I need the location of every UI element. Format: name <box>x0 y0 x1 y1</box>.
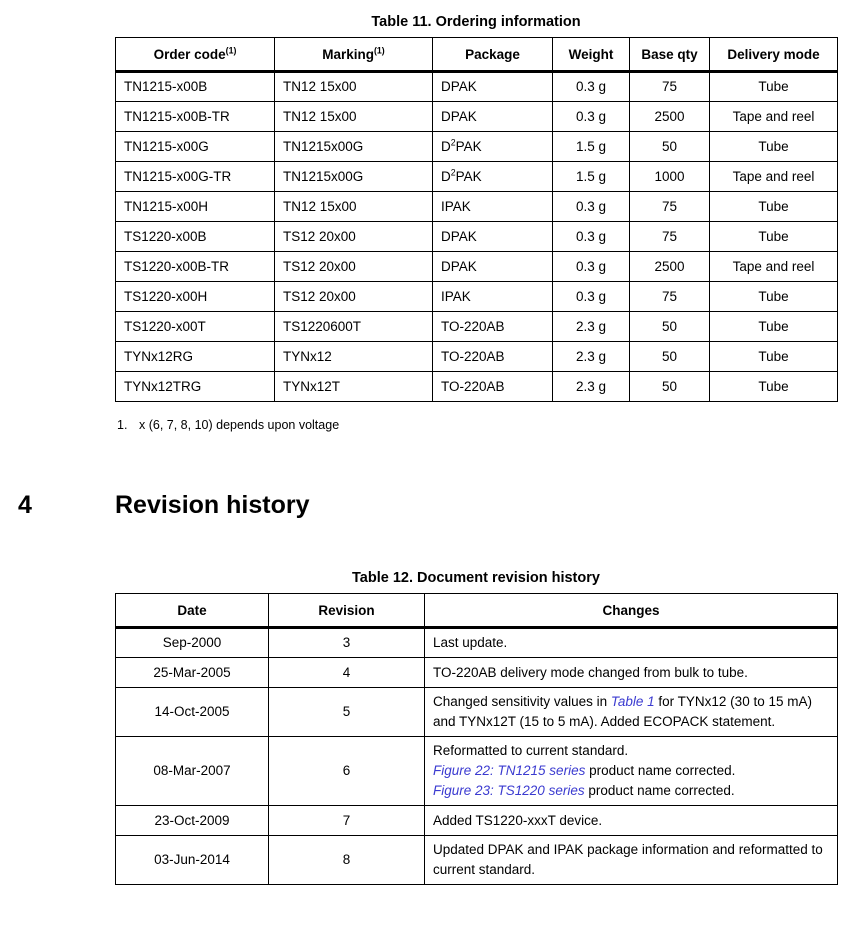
table-cell: Tube <box>710 342 838 372</box>
table-row <box>116 282 838 312</box>
column-header: Date <box>116 594 269 628</box>
table-cell: 2.3 g <box>553 342 630 372</box>
table-cell: TS12 20x00 <box>275 252 433 282</box>
table-cell: TO-220AB <box>433 312 553 342</box>
column-header: Package <box>433 38 553 72</box>
changes-paragraph: Figure 23: TS1220 series product name corrected. <box>433 783 735 798</box>
table-cell: 0.3 g <box>553 222 630 252</box>
table-cell: TN1215-x00H <box>116 192 275 222</box>
table11-title: Table 11. Ordering information <box>371 14 581 30</box>
table-cell: 1.5 g <box>553 162 630 192</box>
table-row <box>116 836 838 885</box>
table-cell: DPAK <box>433 252 553 282</box>
table-cell: TS1220600T <box>275 312 433 342</box>
table-cell: 2500 <box>630 102 710 132</box>
table-cell: Tube <box>710 72 838 102</box>
section-title: Revision history <box>115 491 310 519</box>
table-cell: TN1215x00G <box>275 162 433 192</box>
table-row <box>116 342 838 372</box>
table-cell: Tape and reel <box>710 102 838 132</box>
table-cell: TS12 20x00 <box>275 222 433 252</box>
table11-footnote <box>117 418 339 432</box>
table-cell: $D^2PAK$ <box>433 162 553 192</box>
table-cell: TN1215x00G <box>275 132 433 162</box>
table-cell: 0.3 g <box>553 192 630 222</box>
superscript-note: (1) <box>374 45 385 55</box>
table-cell: 0.3 g <box>553 72 630 102</box>
table-cell: 1.5 g <box>553 132 630 162</box>
table-row <box>116 737 838 806</box>
table-row <box>116 658 838 688</box>
table-cell: 0.3 g <box>553 252 630 282</box>
revision-changes-cell <box>425 688 838 737</box>
table-cell: 75 <box>630 192 710 222</box>
section-number: 4 <box>18 491 32 519</box>
revision-changes-cell <box>425 806 838 836</box>
table-cell: 50 <box>630 132 710 162</box>
table-row <box>116 312 838 342</box>
table-cell: Tube <box>710 192 838 222</box>
table-cell: IPAK <box>433 192 553 222</box>
table-cell: TYNx12RG <box>116 342 275 372</box>
column-header: Weight <box>553 38 630 72</box>
table-cell: 2.3 g <box>553 372 630 402</box>
column-header: Base qty <box>630 38 710 72</box>
column-header: Revision <box>269 594 425 628</box>
table-cell: IPAK <box>433 282 553 312</box>
revision-history-table <box>115 593 838 885</box>
table-cell: TS1220-x00H <box>116 282 275 312</box>
revision-changes-cell <box>425 658 838 688</box>
revision-number-cell: 3 <box>269 628 425 658</box>
table-cell: TN1215-x00B <box>116 72 275 102</box>
revision-date-cell: Sep-2000 <box>116 628 269 658</box>
table-cell: Tube <box>710 132 838 162</box>
table-cell: Tube <box>710 222 838 252</box>
cross-reference-link[interactable]: Figure 22: TN1215 series <box>433 763 586 778</box>
table-row <box>116 372 838 402</box>
table-cell: Tube <box>710 372 838 402</box>
changes-paragraph: Figure 22: TN1215 series product name corrected. <box>433 763 736 778</box>
revision-changes-cell <box>425 737 838 806</box>
table-cell: DPAK <box>433 102 553 132</box>
table-cell: 2.3 g <box>553 312 630 342</box>
table-cell: Tube <box>710 312 838 342</box>
revision-date-cell: 08-Mar-2007 <box>116 737 269 806</box>
table-cell: TYNx12 <box>275 342 433 372</box>
table-header-row <box>116 594 838 628</box>
changes-paragraph: Updated DPAK and IPAK package information and reformatted to current standard. <box>433 842 823 877</box>
table-cell: TS1220-x00T <box>116 312 275 342</box>
table-cell: Tape and reel <box>710 252 838 282</box>
table-cell: 0.3 g <box>553 282 630 312</box>
table-row <box>116 192 838 222</box>
revision-changes-cell <box>425 628 838 658</box>
footnote-marker: 1. <box>117 418 128 432</box>
table-cell: TO-220AB <box>433 372 553 402</box>
table-cell: TN1215-x00G-TR <box>116 162 275 192</box>
column-header: Delivery mode <box>710 38 838 72</box>
superscript-note: 2 <box>450 137 456 147</box>
superscript-note: 2 <box>450 167 456 177</box>
table-cell: 2500 <box>630 252 710 282</box>
cross-reference-link[interactable]: Table 1 <box>610 694 655 709</box>
column-header: Order code$^{(1)}$ <box>116 38 275 72</box>
table-row <box>116 252 838 282</box>
table-cell: DPAK <box>433 72 553 102</box>
revision-number-cell: 8 <box>269 836 425 885</box>
table-row <box>116 72 838 102</box>
table-cell: 1000 <box>630 162 710 192</box>
changes-paragraph: Reformatted to current standard. <box>433 743 629 758</box>
table-cell: Tube <box>710 282 838 312</box>
table-cell: Tape and reel <box>710 162 838 192</box>
revision-changes-cell <box>425 836 838 885</box>
table-cell: TS1220-x00B-TR <box>116 252 275 282</box>
table-cell: TYNx12T <box>275 372 433 402</box>
table-cell: TN12 15x00 <box>275 102 433 132</box>
revision-date-cell: 23-Oct-2009 <box>116 806 269 836</box>
revision-date-cell: 25-Mar-2005 <box>116 658 269 688</box>
table-cell: TN12 15x00 <box>275 72 433 102</box>
table-row <box>116 628 838 658</box>
revision-date-cell: 14-Oct-2005 <box>116 688 269 737</box>
column-header: Changes <box>425 594 838 628</box>
table-cell: 50 <box>630 372 710 402</box>
changes-paragraph: TO-220AB delivery mode changed from bulk to tube. <box>433 664 748 680</box>
footnote-text: x (6, 7, 8, 10) depends upon voltage <box>139 418 340 432</box>
table-cell: 0.3 g <box>553 102 630 132</box>
table-cell: DPAK <box>433 222 553 252</box>
changes-paragraph: Last update. <box>433 635 508 650</box>
changes-paragraph: Changed sensitivity values in Table 1 for TYNx12 (30 to 15 mA) and TYNx12T (15 to 5 mA). Added ECOPACK statement. <box>433 694 812 729</box>
table-cell: 50 <box>630 312 710 342</box>
section-heading <box>18 491 718 520</box>
ordering-information-table <box>115 37 838 402</box>
table-cell: $D^2PAK$ <box>433 132 553 162</box>
table-cell: TN12 15x00 <box>275 192 433 222</box>
column-header: Marking$^{(1)}$ <box>275 38 433 72</box>
table-row <box>116 102 838 132</box>
table-cell: 75 <box>630 72 710 102</box>
table-cell: TN1215-x00G <box>116 132 275 162</box>
table-cell: 50 <box>630 342 710 372</box>
revision-number-cell: 5 <box>269 688 425 737</box>
table-row <box>116 222 838 252</box>
changes-paragraph: Added TS1220-xxxT device. <box>433 812 603 828</box>
table-cell: TO-220AB <box>433 342 553 372</box>
revision-number-cell: 7 <box>269 806 425 836</box>
cross-reference-link[interactable]: Figure 23: TS1220 series <box>433 783 585 798</box>
table-cell: TS12 20x00 <box>275 282 433 312</box>
table-row <box>116 132 838 162</box>
table-cell: TN1215-x00B-TR <box>116 102 275 132</box>
table-cell: 75 <box>630 282 710 312</box>
table-cell: 75 <box>630 222 710 252</box>
table-cell: TS1220-x00B <box>116 222 275 252</box>
table-row <box>116 806 838 836</box>
table12-title: Table 12. Document revision history <box>352 570 600 586</box>
table-cell: TYNx12TRG <box>116 372 275 402</box>
superscript-note: (1) <box>225 45 237 55</box>
revision-number-cell: 4 <box>269 658 425 688</box>
revision-number-cell: 6 <box>269 737 425 806</box>
revision-date-cell: 03-Jun-2014 <box>116 836 269 885</box>
table-header-row <box>116 38 838 72</box>
table-row <box>116 688 838 737</box>
table-row <box>116 162 838 192</box>
